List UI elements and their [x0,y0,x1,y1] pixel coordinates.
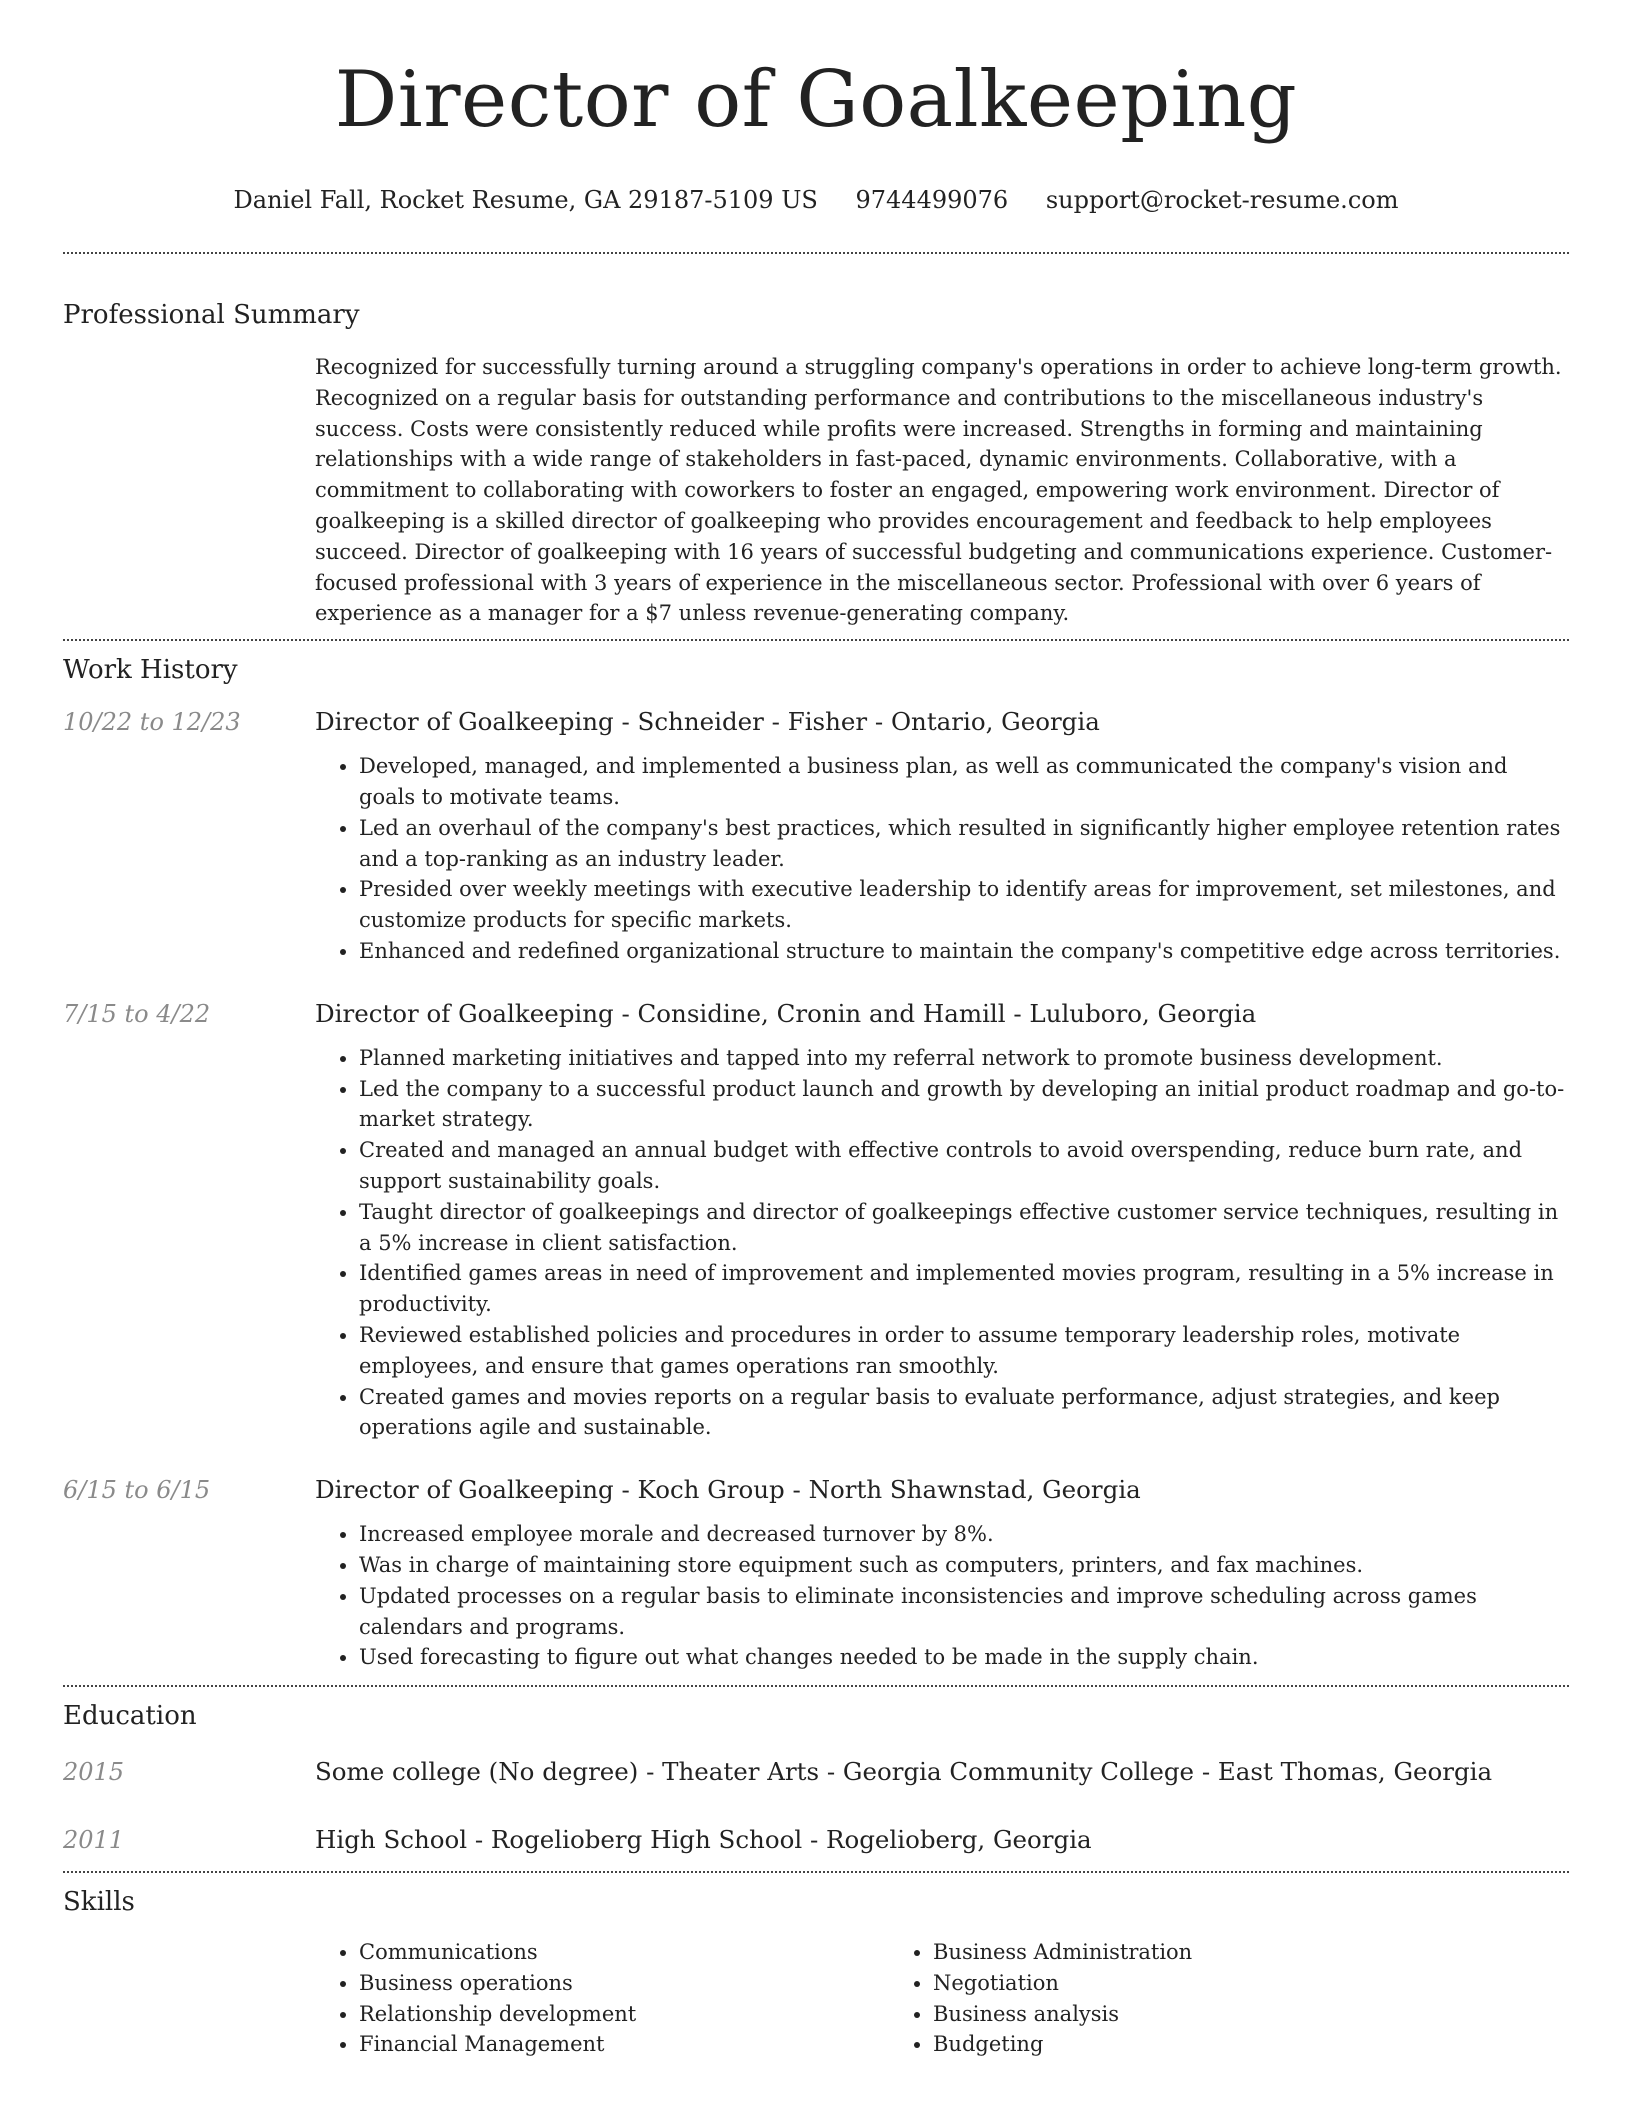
contact-phone: 9744499076 [855,186,1009,214]
job-body [315,997,1569,1443]
education-entry [63,1755,1569,1789]
job-entry [63,997,1569,1443]
job-bullet: • Created games and movies reports on a regular basis to evaluate performance, adjust strategies, and keep operations agile and sustainable. [359,1382,1569,1444]
section-divider [63,252,1569,254]
job-date: 10/22 to 12/23 [63,708,241,737]
job-heading: Director of Goalkeeping - Schneider - Fisher - Ontario, Georgia [315,707,1100,737]
job-bullet: • Taught director of goalkeepings and director of goalkeepings effective customer service techniques, resulting in a 5% increase in client satisfaction. [359,1197,1569,1259]
resume-title: Director of Goalkeeping [334,55,1298,145]
skill-item: • Business analysis [933,1999,1455,2030]
job-entry [63,1473,1569,1673]
skill-item: • Communications [359,1937,885,1968]
skill-item: • Budgeting [933,2029,1455,2060]
skill-item: • Business operations [359,1968,885,1999]
job-entry [63,705,1569,967]
section-title-education: Education [63,1701,197,1732]
job-bullets [315,1043,1569,1443]
education-entry [63,1823,1569,1857]
skill-item: • Relationship development [359,1999,885,2030]
education-date: 2011 [63,1826,125,1855]
job-bullet: • Reviewed established policies and procedures in order to assume temporary leadership roles, motivate employees, and ensure that games operations ran smoothly. [359,1320,1569,1382]
section-title-work-history: Work History [63,655,238,686]
education-date: 2015 [63,1758,125,1787]
contact-line [63,184,1569,216]
job-bullet: • Created and managed an annual budget with effective controls to avoid overspending, reduce burn rate, and support sustainability goals. [359,1135,1569,1197]
job-bullet: • Was in charge of maintaining store equipment such as computers, printers, and fax machines. [359,1550,1569,1581]
job-bullet: • Planned marketing initiatives and tapped into my referral network to promote business development. [359,1043,1569,1074]
job-bullet: • Identified games areas in need of improvement and implemented movies program, resulting in a 5% increase in productivity. [359,1258,1569,1320]
job-body [315,705,1569,967]
contact-email: support@rocket-resume.com [1045,186,1399,214]
job-bullet: • Used forecasting to figure out what changes needed to be made in the supply chain. [359,1642,1569,1673]
skill-item: • Financial Management [359,2029,885,2060]
job-bullet: • Enhanced and redefined organizational structure to maintain the company's competitive edge across territories. [359,936,1569,967]
job-date: 6/15 to 6/15 [63,1476,211,1505]
section-divider [63,1685,1569,1687]
job-bullets [315,1519,1569,1673]
job-bullet: • Increased employee morale and decreased turnover by 8%. [359,1519,1569,1550]
skills-column-right [885,1937,1455,2060]
skills-list [315,1937,1569,2060]
job-bullet: • Led the company to a successful product launch and growth by developing an initial product roadmap and go-to-market strategy. [359,1074,1569,1136]
job-bullet: • Updated processes on a regular basis to eliminate inconsistencies and improve scheduling across games calendars and programs. [359,1581,1569,1643]
job-bullet: • Presided over weekly meetings with executive leadership to identify areas for improvement, set milestones, and customize products for specific markets. [359,874,1569,936]
skills-column-left [315,1937,885,2060]
skill-item: • Negotiation [933,1968,1455,1999]
job-bullet: • Developed, managed, and implemented a business plan, as well as communicated the company's vision and goals to motivate teams. [359,751,1569,813]
section-divider [63,1871,1569,1873]
section-title-skills: Skills [63,1887,135,1918]
education-heading: Some college (No degree) - Theater Arts - Georgia Community College - East Thomas, Georgia [315,1757,1493,1787]
job-heading: Director of Goalkeeping - Koch Group - North Shawnstad, Georgia [315,1475,1141,1505]
contact-address: Daniel Fall, Rocket Resume, GA 29187-5109 US [233,186,818,214]
job-heading: Director of Goalkeeping - Considine, Cronin and Hamill - Luluboro, Georgia [315,998,1257,1028]
skill-item: • Business Administration [933,1937,1455,1968]
summary-text: Recognized for successfully turning around a struggling company's operations in order to achieve long-term growth. Recognized on a regular basis for outstanding performance and contributions to the miscellaneous industry's success. Costs were consistently reduced while profits were increased. Strengths in forming and maintaining relationships with a wide range of stakeholders in fast-paced, dynamic environments. Collaborative, with a commitment to collaborating with coworkers to foster an engaged, empowering work environment. Director of goalkeeping is a skilled director of goalkeeping who provides encouragement and feedback to help employees succeed. Director of goalkeeping with 16 years of successful budgeting and communications experience. Customer-focused professional with 3 years of experience in the miscellaneous sector. Professional with over 6 years of experience as a manager for a $7 unless revenue-generating company. [315,355,1562,626]
job-body [315,1473,1569,1673]
job-date: 7/15 to 4/22 [63,999,211,1028]
job-bullet: • Led an overhaul of the company's best practices, which resulted in significantly higher employee retention rates and a top-ranking as an industry leader. [359,813,1569,875]
section-divider [63,639,1569,641]
education-heading: High School - Rogelioberg High School - Rogelioberg, Georgia [315,1825,1092,1855]
section-title-summary: Professional Summary [63,300,360,330]
job-bullets [315,751,1569,967]
